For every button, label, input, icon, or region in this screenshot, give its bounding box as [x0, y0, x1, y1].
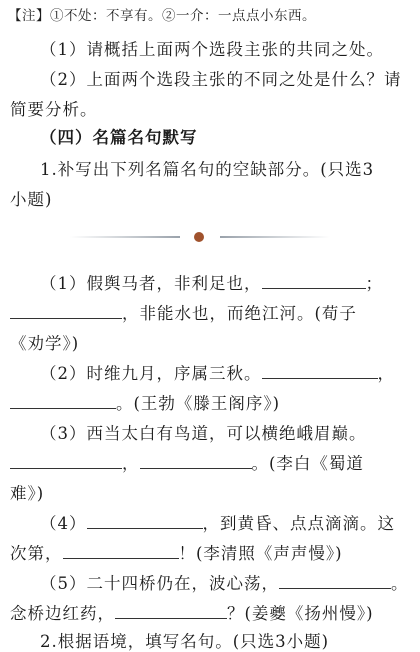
- item-1-line1: [40, 270, 420, 294]
- item-2-line2: [10, 390, 420, 414]
- item-1-text-b: ，非能水也，而绝江河。(荀子: [122, 304, 357, 323]
- question-1: （1）请概括上面两个选段主张的共同之处。: [40, 40, 384, 59]
- section-4-title: （四）名篇名句默写: [40, 128, 198, 147]
- item-5-line2: [10, 600, 420, 624]
- divider-bar-right: [220, 236, 330, 238]
- item-5-punct-a: 。: [391, 574, 409, 593]
- item-5-text-a: （5）二十四桥仍在，波心荡，: [40, 574, 279, 593]
- item-3-text-b: 。(李白《蜀道: [251, 454, 364, 473]
- item-3-line3: 难》): [10, 484, 45, 503]
- item-1-punct-a: ；: [365, 274, 383, 293]
- item-4-prefix: （4）: [40, 514, 87, 533]
- blank-5a[interactable]: [279, 574, 391, 589]
- blank-4b[interactable]: [63, 544, 179, 559]
- item-2-punct-a: ，: [377, 364, 395, 383]
- item-3-line2: [10, 450, 420, 474]
- item-3-punct: ，: [122, 454, 140, 473]
- blank-1a[interactable]: [262, 274, 366, 289]
- item-2-text-a: （2）时维九月，序属三秋。: [40, 364, 262, 383]
- item-1-text-a: （1）假舆马者，非利足也，: [40, 274, 262, 293]
- instruction-1-line1: 1.补写出下列名篇名句的空缺部分。(只选3: [40, 160, 375, 179]
- blank-3a[interactable]: [10, 454, 122, 469]
- instruction-2: 2.根据语境，填写名句。(只选3小题): [40, 632, 330, 651]
- item-4-text-a: ，到黄昏、点点滴滴。这: [202, 514, 395, 533]
- blank-2a[interactable]: [262, 364, 378, 379]
- blank-2b[interactable]: [10, 394, 116, 409]
- section-divider: [70, 230, 330, 244]
- blank-5b[interactable]: [115, 604, 227, 619]
- blank-1b[interactable]: [10, 304, 122, 319]
- question-2-line1: （2）上面两个选段主张的不同之处是什么？请: [40, 70, 402, 89]
- item-5-text-b: ？(姜夔《扬州慢》): [227, 604, 374, 623]
- item-4-text-b-prefix: 次第，: [10, 544, 63, 563]
- item-1-line2: [10, 300, 420, 324]
- item-5-text-b-prefix: 念桥边红药，: [10, 604, 115, 623]
- item-4-text-b: ！(李清照《声声慢》): [178, 544, 343, 563]
- divider-bar-left: [70, 236, 180, 238]
- question-2-line2: 简要分析。: [10, 100, 98, 119]
- item-2-text-b: 。(王勃《滕王阁序》): [116, 394, 281, 413]
- item-1-line3: 《劝学》): [10, 334, 80, 353]
- instruction-1-line2: 小题): [10, 190, 53, 209]
- item-2-line1: [40, 360, 420, 384]
- item-5-line1: [40, 570, 420, 594]
- note: 【注】①不处：不享有。②一介：一点点小东西。: [8, 8, 316, 24]
- blank-4a[interactable]: [87, 514, 203, 529]
- blank-3b[interactable]: [140, 454, 252, 469]
- item-4-line2: [10, 540, 420, 564]
- item-3-line1: （3）西当太白有鸟道，可以横绝峨眉巅。: [40, 424, 367, 443]
- divider-dot: [194, 232, 204, 242]
- item-4-line1: [40, 510, 420, 534]
